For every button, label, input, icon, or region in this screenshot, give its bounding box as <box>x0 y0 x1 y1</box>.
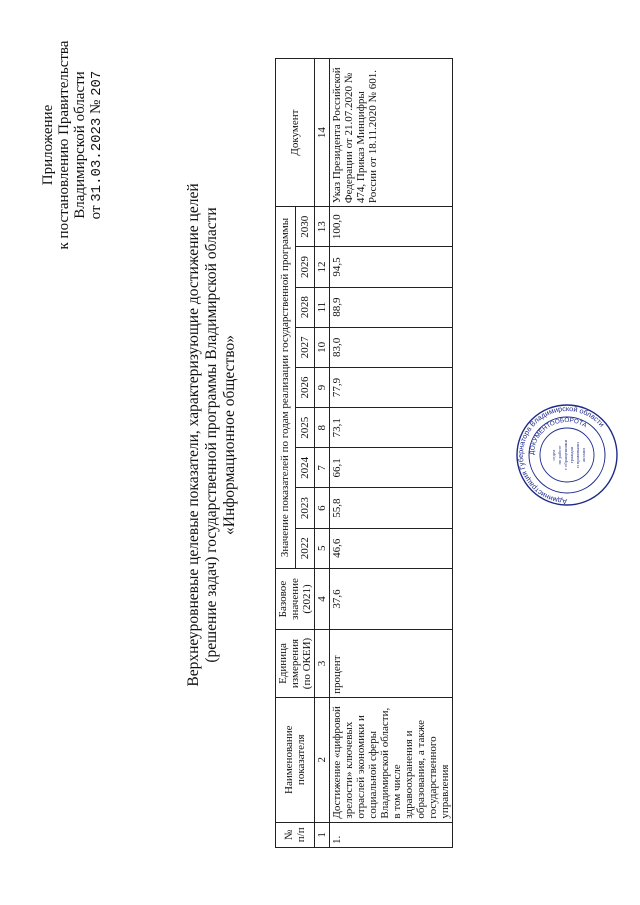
title-line-1: Верхнеуровневые целевые показатели, характеризующие достижение целей <box>185 183 202 687</box>
row-value: 77,9 <box>330 367 453 407</box>
row-value: 83,0 <box>330 327 453 367</box>
row-value: 55,8 <box>330 488 453 528</box>
appendix-date-line <box>88 25 105 265</box>
table-row <box>330 59 453 848</box>
appendix-number-sign: № <box>88 99 104 114</box>
header-row <box>276 59 296 848</box>
header-year: 2026 <box>295 367 315 407</box>
header-name: Наименование показателя <box>276 697 315 822</box>
column-number: 5 <box>315 528 330 568</box>
header-year: 2028 <box>295 287 315 327</box>
column-number: 6 <box>315 488 330 528</box>
appendix-date: 31.03.2023 <box>89 117 105 202</box>
stamp-center-line: отдел <box>551 449 556 461</box>
row-value: 73,1 <box>330 408 453 448</box>
column-number: 14 <box>315 59 330 207</box>
column-number: 7 <box>315 448 330 488</box>
stamp-outer-text: Администрация Губернатора Владимирской области <box>515 403 607 507</box>
appendix-heading: Приложение <box>40 104 56 186</box>
stamp-center-line: с обращениями <box>563 439 568 471</box>
header-values-group: Значение показателей по годам реализации государственной программы <box>276 207 296 569</box>
row-value: 88,9 <box>330 287 453 327</box>
row-value: 46,6 <box>330 528 453 568</box>
column-number: 2 <box>315 697 330 822</box>
official-stamp <box>515 403 619 507</box>
row-base: 37,6 <box>330 568 453 629</box>
column-number: 11 <box>315 287 330 327</box>
indicators-table <box>275 58 453 848</box>
column-number: 9 <box>315 367 330 407</box>
header-year: 2023 <box>295 488 315 528</box>
row-name: Достижение «цифровой зрелости» ключевых отраслей экономики и социальной сферы Владимирской области, в том числе здравоохранения и образования, а также государственного управления <box>330 697 453 822</box>
stamp-ring-text: ДОКУМЕНТООБОРОТА <box>528 416 588 456</box>
header-year: 2022 <box>295 528 315 568</box>
column-number: 4 <box>315 568 330 629</box>
column-number: 12 <box>315 247 330 287</box>
row-document: Указ Президента Российской Федерации от 21.07.2020 № 474, Приказ Минцифры России от 18.11.2020 № 601. <box>330 59 453 207</box>
column-number: 3 <box>315 630 330 698</box>
column-number: 10 <box>315 327 330 367</box>
header-document: Документ <box>276 59 315 207</box>
column-number: 1 <box>315 822 330 847</box>
row-value: 94,5 <box>330 247 453 287</box>
row-no: 1. <box>330 822 453 847</box>
header-year: 2024 <box>295 448 315 488</box>
column-number: 13 <box>315 207 330 247</box>
document-title <box>185 115 239 755</box>
header-base: Базовое значение (2021) <box>276 568 315 629</box>
stamp-center-line: и правовыми <box>575 442 580 468</box>
stamp-center-line: актами <box>581 448 586 462</box>
stamp-center-line: по работе <box>557 445 562 465</box>
title-line-3: «Информационное общество» <box>221 335 238 535</box>
appendix-date-prefix: от <box>88 205 104 220</box>
appendix-number: 207 <box>89 70 105 96</box>
title-line-2: (решение задач) государственной программы Владимирской области <box>203 207 220 663</box>
row-unit: процент <box>330 630 453 698</box>
column-numbers-row <box>315 59 330 848</box>
row-value: 100,0 <box>330 207 453 247</box>
header-unit: Единица измерения (по ОКЕИ) <box>276 630 315 698</box>
header-year: 2025 <box>295 408 315 448</box>
column-number: 8 <box>315 408 330 448</box>
header-year: 2030 <box>295 207 315 247</box>
header-year: 2027 <box>295 327 315 367</box>
stamp-center-line: граждан <box>569 446 574 464</box>
row-value: 66,1 <box>330 448 453 488</box>
appendix-region-line: Владимирской области <box>72 71 88 219</box>
appendix-block <box>40 25 105 265</box>
header-year: 2029 <box>295 247 315 287</box>
header-no: № п/п <box>276 822 315 847</box>
appendix-resolution-line: к постановлению Правительства <box>56 40 72 250</box>
